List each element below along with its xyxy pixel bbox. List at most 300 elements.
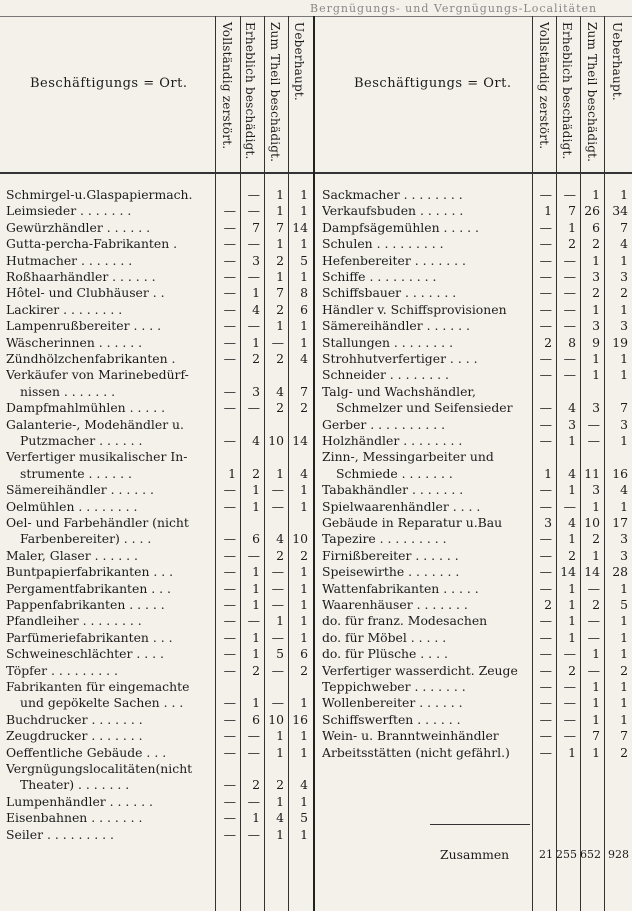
table-cell: 2 xyxy=(592,597,600,612)
top-strip xyxy=(0,0,632,17)
table-cell: 1 xyxy=(620,695,628,711)
occupation-name: Händler v. Schiffsprovisionen xyxy=(322,302,507,317)
table-cell: 1 xyxy=(568,482,576,498)
table-cell: 1 xyxy=(276,318,284,334)
table-cell: 2 xyxy=(300,662,308,678)
table-cell: 2 xyxy=(544,334,552,350)
table-cell: — xyxy=(271,334,284,350)
table-cell: 1 xyxy=(568,597,576,612)
table-cell: — xyxy=(271,482,284,498)
table-cell: 2 xyxy=(276,301,284,317)
table-cell: — xyxy=(223,383,236,399)
table-cell: — xyxy=(223,269,236,284)
table-cell: 4 xyxy=(568,515,576,530)
table-cell: — xyxy=(247,203,260,219)
col-destroyed-label: Vollständig zerstört. xyxy=(220,22,234,150)
table-cell: 1 xyxy=(568,613,576,629)
sum-rule xyxy=(430,824,530,825)
table-cell: 4 xyxy=(568,400,576,416)
table-cell: 6 xyxy=(252,531,260,547)
table-cell: 7 xyxy=(276,285,284,301)
occupation-name: Buchdrucker . . . . . . . xyxy=(6,712,143,727)
table-cell: 1 xyxy=(276,613,284,629)
table-cell: — xyxy=(223,334,236,350)
table-cell: 2 xyxy=(592,236,600,252)
occupation-name: Tabakhändler . . . . . . . xyxy=(322,483,464,498)
table-cell: — xyxy=(223,351,236,366)
table-cell: 3 xyxy=(592,400,600,416)
table-cell: 1 xyxy=(620,252,628,268)
table-cell: — xyxy=(563,728,576,744)
occupation-name: Galanterie-, Modehändler u. xyxy=(6,417,184,432)
table-cell: 2 xyxy=(592,531,600,547)
col-total-header-left xyxy=(289,16,309,172)
table-cell: — xyxy=(587,629,600,645)
occupation-name: Pappenfabrikanten . . . . . xyxy=(6,598,165,612)
table-cell: 14 xyxy=(292,433,308,448)
table-cell: — xyxy=(563,679,576,694)
table-cell: 1 xyxy=(592,547,600,563)
table-cell: 1 xyxy=(300,334,308,350)
table-cell: 19 xyxy=(612,334,628,350)
table-cell: 10 xyxy=(292,531,308,547)
table-cell: 1 xyxy=(300,580,308,596)
table-cell: 1 xyxy=(568,744,576,760)
occupation-name: Farbenbereiter) . . . . xyxy=(20,532,152,547)
occupation-name: Sackmacher . . . . . . . . xyxy=(322,188,463,202)
rule xyxy=(288,16,289,911)
col-considerable-label: Erheblich beschädigt. xyxy=(243,22,257,160)
table-cell: 3 xyxy=(620,416,628,432)
table-cell: — xyxy=(539,482,552,498)
table-cell: 1 xyxy=(276,187,284,202)
occupation-name: Lackirer . . . . . . . . xyxy=(6,302,123,317)
table-cell: 1 xyxy=(300,236,308,252)
table-cell: 1 xyxy=(620,646,628,662)
table-cell: — xyxy=(539,547,552,563)
table-cell: 3 xyxy=(620,547,628,563)
table-cell: — xyxy=(271,564,284,580)
table-cell: — xyxy=(539,367,552,383)
table-cell: 1 xyxy=(252,629,260,645)
table-cell: — xyxy=(539,187,552,202)
table-cell: 3 xyxy=(620,269,628,284)
occupation-name: Dampfmahlmühlen . . . . . xyxy=(6,401,166,416)
table-cell: — xyxy=(223,777,236,793)
table-cell: 1 xyxy=(276,744,284,760)
table-cell xyxy=(216,188,236,202)
table-cell: 2 xyxy=(568,236,576,252)
table-cell: — xyxy=(247,318,260,334)
table-cell: — xyxy=(539,695,552,711)
total-cell: 255 xyxy=(556,848,577,861)
col-partial-header-left xyxy=(265,16,285,172)
table-cell: — xyxy=(539,318,552,334)
occupation-name: Gewürzhändler . . . . . . xyxy=(6,220,151,235)
table-cell: — xyxy=(587,580,600,596)
table-cell: 6 xyxy=(592,219,600,235)
occupation-name: Roßhaarhändler . . . . . . xyxy=(6,270,156,284)
occupation-name: Waarenhäuser . . . . . . . xyxy=(322,598,468,612)
occupation-name: Oel- und Farbehändler (nicht xyxy=(6,516,189,530)
table-cell: 2 xyxy=(300,400,308,416)
table-cell: 5 xyxy=(300,810,308,826)
table-cell: — xyxy=(539,351,552,366)
table-cell: 2 xyxy=(592,285,600,301)
table-cell: 4 xyxy=(300,777,308,793)
table-cell: — xyxy=(223,318,236,334)
table-cell: 1 xyxy=(568,580,576,596)
table-cell: 1 xyxy=(620,711,628,727)
table-cell: 2 xyxy=(276,252,284,268)
table-cell: — xyxy=(223,219,236,235)
table-cell: 8 xyxy=(300,285,308,301)
table-cell: 1 xyxy=(252,498,260,514)
table-cell: 7 xyxy=(276,219,284,235)
table-cell: — xyxy=(539,580,552,596)
table-cell: 17 xyxy=(612,515,628,530)
table-cell: — xyxy=(223,301,236,317)
table-cell: — xyxy=(539,301,552,317)
col-total-label: Ueberhaupt. xyxy=(610,22,624,101)
table-cell: 1 xyxy=(300,629,308,645)
occupation-name: Vergnügungslocalitäten(nicht xyxy=(6,762,193,776)
table-cell: — xyxy=(539,711,552,727)
table-cell: — xyxy=(223,531,236,547)
table-cell: 1 xyxy=(592,187,600,202)
occupation-name: Gutta-percha-Fabrikanten . xyxy=(6,237,178,252)
table-cell: 14 xyxy=(292,219,308,235)
table-cell: — xyxy=(247,793,260,809)
occupation-name: Stallungen . . . . . . . . xyxy=(322,335,454,350)
table-cell: 1 xyxy=(620,433,628,448)
occupation-name: Verkaufsbuden . . . . . . xyxy=(322,204,464,219)
table-cell: 16 xyxy=(612,465,628,481)
table-cell: 16 xyxy=(292,711,308,727)
table-cell: 1 xyxy=(300,597,308,612)
rule xyxy=(264,16,265,911)
table-cell: — xyxy=(539,531,552,547)
table-cell: — xyxy=(223,252,236,268)
table-cell: — xyxy=(539,269,552,284)
table-cell: 3 xyxy=(592,269,600,284)
table-cell: — xyxy=(247,744,260,760)
table-cell: — xyxy=(563,301,576,317)
table-cell: — xyxy=(223,564,236,580)
occupation-name: Theater) . . . . . . . xyxy=(20,778,130,793)
table-cell: 4 xyxy=(276,383,284,399)
rule-center xyxy=(313,16,315,911)
col-considerable-header-right xyxy=(557,16,577,172)
table-cell: 2 xyxy=(276,351,284,366)
table-cell: 1 xyxy=(300,826,308,842)
table-cell: — xyxy=(223,629,236,645)
occupation-name: Schiffe . . . . . . . . . xyxy=(322,270,437,284)
table-cell: 1 xyxy=(568,531,576,547)
table-cell: 1 xyxy=(300,695,308,711)
table-cell: — xyxy=(539,416,552,432)
table-cell: 3 xyxy=(568,416,576,432)
total-cell: 21 xyxy=(539,848,553,861)
occupation-name: Wäscherinnen . . . . . . xyxy=(6,335,143,350)
occupation-name: Dampfsägemühlen . . . . . xyxy=(322,220,479,235)
table-cell: 1 xyxy=(228,465,236,481)
table-cell: 1 xyxy=(252,285,260,301)
table-cell: — xyxy=(539,285,552,301)
table-cell: 1 xyxy=(300,203,308,219)
occupation-name: Schiffsbauer . . . . . . . xyxy=(322,286,457,301)
table-cell: — xyxy=(223,482,236,498)
rule xyxy=(556,16,557,911)
occupation-name: Leimsieder . . . . . . . xyxy=(6,204,132,219)
table-cell: 1 xyxy=(252,695,260,711)
table-cell: — xyxy=(247,547,260,563)
table-cell: — xyxy=(587,662,600,678)
table-cell: — xyxy=(563,187,576,202)
col-total-header-right xyxy=(607,16,627,172)
occupation-name: Verfertiger musikalischer In- xyxy=(6,450,188,465)
occupation-name: Schmelzer und Seifensieder xyxy=(336,401,513,416)
table-cell: 1 xyxy=(300,613,308,629)
table-cell: — xyxy=(223,580,236,596)
table-cell: 5 xyxy=(300,252,308,268)
table-cell: 3 xyxy=(252,252,260,268)
table-cell: 4 xyxy=(276,810,284,826)
table-cell: 1 xyxy=(300,793,308,809)
occupation-name: Spielwaarenhändler . . . . xyxy=(322,499,481,514)
table-cell: — xyxy=(539,498,552,514)
occupation-name: Wattenfabrikanten . . . . . xyxy=(322,581,479,596)
table-cell: — xyxy=(223,711,236,727)
table-cell: — xyxy=(247,269,260,284)
total-cell: 928 xyxy=(608,848,629,861)
table-cell: 26 xyxy=(584,203,600,219)
occupation-name: Holzhändler . . . . . . . . xyxy=(322,434,463,448)
occupation-name: Schneider . . . . . . . . xyxy=(322,368,449,383)
table-cell: 10 xyxy=(268,433,284,448)
occupation-name: Lumpenhändler . . . . . . xyxy=(6,794,153,809)
table-cell: 2 xyxy=(568,547,576,563)
table-cell: 3 xyxy=(620,318,628,334)
top-strip-text: Bergnügungs- und Vergnügungs-Localitäten xyxy=(310,2,598,15)
table-cell: — xyxy=(223,498,236,514)
table-cell: — xyxy=(247,187,260,202)
occupation-name: Verfertiger wasserdicht. Zeuge xyxy=(322,663,518,678)
table-cell: 2 xyxy=(300,547,308,563)
table-cell: — xyxy=(223,793,236,809)
table-cell: 10 xyxy=(584,515,600,530)
table-cell: — xyxy=(223,662,236,678)
occupation-name: Wein- u. Branntweinhändler xyxy=(322,729,499,744)
occupation-name: Speisewirthe . . . . . . . xyxy=(322,565,460,580)
table-cell: 14 xyxy=(560,564,576,580)
table-cell: — xyxy=(539,236,552,252)
rule xyxy=(604,16,605,911)
table-cell: — xyxy=(223,826,236,842)
occupation-name: Eisenbahnen . . . . . . . xyxy=(6,811,143,826)
table-cell: 1 xyxy=(300,564,308,580)
occupation-name: Buntpapierfabrikanten . . . xyxy=(6,565,174,580)
table-cell: — xyxy=(223,203,236,219)
table-cell: 1 xyxy=(592,351,600,366)
occupation-name: Maler, Glaser . . . . . . xyxy=(6,548,138,563)
table-cell: 2 xyxy=(252,662,260,678)
table-cell: 4 xyxy=(276,531,284,547)
table-cell: 1 xyxy=(592,711,600,727)
table-cell: — xyxy=(539,629,552,645)
table-cell: 1 xyxy=(620,187,628,202)
table-cell: 5 xyxy=(276,646,284,662)
table-cell: — xyxy=(563,285,576,301)
table-cell: — xyxy=(539,662,552,678)
occupation-name: do. für franz. Modesachen xyxy=(322,614,488,629)
table-cell: 2 xyxy=(276,777,284,793)
table-cell: 1 xyxy=(252,597,260,612)
table-cell: 3 xyxy=(592,482,600,498)
occupation-header-right: Beschäftigungs = Ort. xyxy=(354,76,512,91)
table-cell: 2 xyxy=(620,744,628,760)
col-destroyed-header-left xyxy=(217,16,237,172)
occupation-name: Putzmacher . . . . . . xyxy=(20,434,143,448)
table-cell: 4 xyxy=(300,351,308,366)
occupation-name: Strohhutverfertiger . . . . xyxy=(322,352,478,366)
occupation-name: Sämereihändler . . . . . . xyxy=(6,483,154,498)
table-cell: — xyxy=(223,728,236,744)
table-cell: 2 xyxy=(620,662,628,678)
total-cell: 652 xyxy=(580,848,601,861)
table-cell: 1 xyxy=(592,252,600,268)
table-cell: 6 xyxy=(300,646,308,662)
table-cell: 1 xyxy=(276,269,284,284)
table-cell: — xyxy=(247,236,260,252)
table-cell: 7 xyxy=(620,400,628,416)
table-cell: — xyxy=(223,597,236,612)
table-cell: 11 xyxy=(584,465,600,481)
table-cell: 1 xyxy=(620,580,628,596)
total-label: Zusammen xyxy=(440,848,510,862)
table-cell: — xyxy=(223,236,236,252)
table-cell: — xyxy=(271,498,284,514)
col-considerable-header-left xyxy=(240,16,260,172)
table-cell: — xyxy=(223,400,236,416)
table-cell: 1 xyxy=(620,301,628,317)
table-cell: — xyxy=(247,400,260,416)
table-cell: 1 xyxy=(620,367,628,383)
table-cell: — xyxy=(539,433,552,448)
table-cell: 1 xyxy=(300,498,308,514)
table-cell: 28 xyxy=(612,564,628,580)
occupation-name: Pfandleiher . . . . . . . . xyxy=(6,614,142,629)
table-cell: — xyxy=(223,646,236,662)
table-cell: 1 xyxy=(620,351,628,366)
occupation-name: Talg- und Wachshändler, xyxy=(322,384,476,399)
table-cell: 1 xyxy=(300,728,308,744)
occupation-name: Schiffswerften . . . . . . xyxy=(322,712,461,727)
occupation-name: Sämereihändler . . . . . . xyxy=(322,319,470,334)
occupation-name: Zeugdrucker . . . . . . . xyxy=(6,729,143,744)
occupation-name: Töpfer . . . . . . . . . xyxy=(6,663,118,678)
table-cell: — xyxy=(587,613,600,629)
table-cell: — xyxy=(539,400,552,416)
occupation-name: Schmiede . . . . . . . xyxy=(336,466,453,481)
occupation-name: Pergamentfabrikanten . . . xyxy=(6,581,171,596)
table-cell: 7 xyxy=(568,203,576,219)
table-cell: 4 xyxy=(620,236,628,252)
occupation-name: Hefenbereiter . . . . . . . xyxy=(322,253,466,268)
table-cell: — xyxy=(247,728,260,744)
table-cell: 1 xyxy=(620,679,628,694)
table-cell: — xyxy=(223,285,236,301)
occupation-name: Tapezire . . . . . . . . . xyxy=(322,532,447,547)
occupation-name: strumente . . . . . . xyxy=(20,466,132,481)
table-cell: 4 xyxy=(252,301,260,317)
table-cell: 7 xyxy=(300,383,308,399)
table-cell: 1 xyxy=(544,465,552,481)
occupation-name: do. für Plüsche . . . . xyxy=(322,647,448,662)
table-cell: 1 xyxy=(620,613,628,629)
occupation-header-left: Beschäftigungs = Ort. xyxy=(30,76,188,91)
col-destroyed-label: Vollständig zerstört. xyxy=(537,22,551,150)
table-cell: 1 xyxy=(300,269,308,284)
table-cell: — xyxy=(223,613,236,629)
table-cell: 1 xyxy=(276,728,284,744)
table-cell: — xyxy=(563,695,576,711)
table-cell: — xyxy=(563,367,576,383)
table-cell: 1 xyxy=(252,482,260,498)
table-cell: 1 xyxy=(592,679,600,694)
occupation-name: Fabrikanten für eingemachte xyxy=(6,680,190,694)
col-considerable-label: Erheblich beschädigt. xyxy=(560,22,574,160)
table-cell: 7 xyxy=(592,728,600,744)
table-cell: — xyxy=(247,826,260,842)
col-partial-header-right xyxy=(582,16,602,172)
table-cell: — xyxy=(271,662,284,678)
table-cell: — xyxy=(539,744,552,760)
occupation-name: Zinn-, Messingarbeiter und xyxy=(322,450,494,465)
table-cell: 2 xyxy=(568,662,576,678)
table-cell: 3 xyxy=(252,383,260,399)
table-cell: 1 xyxy=(252,334,260,350)
occupation-name: Hôtel- und Clubhäuser . . xyxy=(6,286,165,301)
table-cell: 2 xyxy=(252,351,260,366)
occupation-name: Oeffentliche Gebäude . . . xyxy=(6,745,167,760)
table-cell: 1 xyxy=(592,367,600,383)
rule xyxy=(215,16,216,911)
occupation-name: Teppichweber . . . . . . . xyxy=(322,680,466,694)
table-cell: 10 xyxy=(268,711,284,727)
table-cell: — xyxy=(563,318,576,334)
table-cell: — xyxy=(563,646,576,662)
table-cell: 1 xyxy=(252,810,260,826)
table-cell: 1 xyxy=(300,482,308,498)
occupation-name: Parfümeriefabrikanten . . . xyxy=(6,630,173,645)
table-cell: 1 xyxy=(276,465,284,481)
table-cell: — xyxy=(587,433,600,448)
table-cell: 1 xyxy=(276,793,284,809)
col-total-label: Ueberhaupt. xyxy=(292,22,306,101)
occupation-name: Wollenbereiter . . . . . . xyxy=(322,696,463,711)
table-cell: — xyxy=(563,351,576,366)
table-cell: — xyxy=(539,646,552,662)
table-cell: 2 xyxy=(276,400,284,416)
table-cell: — xyxy=(247,613,260,629)
table-cell: 1 xyxy=(276,203,284,219)
table-cell: 1 xyxy=(592,498,600,514)
table-cell: 4 xyxy=(300,465,308,481)
table-cell: 3 xyxy=(544,515,552,530)
col-partial-label: Zum Theil beschädigt. xyxy=(585,22,599,163)
table-cell: 4 xyxy=(568,465,576,481)
